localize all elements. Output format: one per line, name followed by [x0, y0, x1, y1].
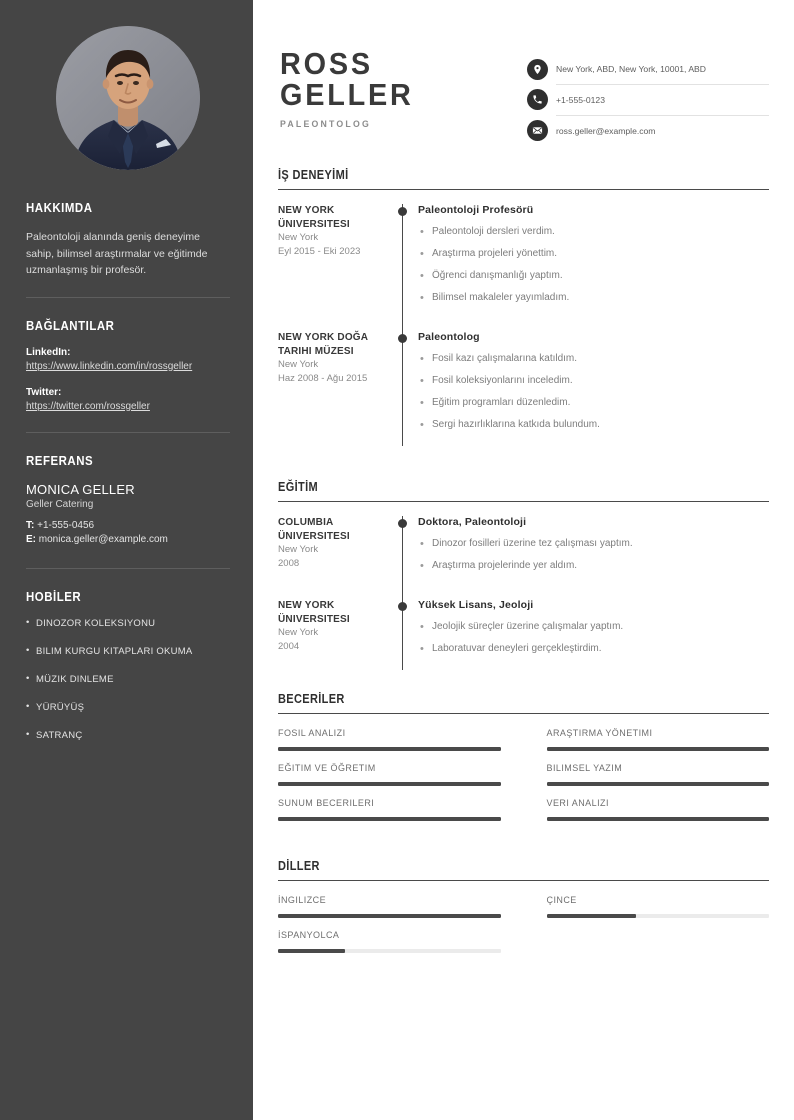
entry-organization: NEW YORK ÜNIVERSITESI: [278, 600, 350, 625]
envelope-icon: [527, 120, 548, 141]
language-bar-track: [547, 914, 770, 918]
about-text: Paleontoloji alanında geniş deneyime sahip, bilimsel araştırmalar ve eğitimde uzmanlaşmış bir profesör.: [26, 231, 208, 276]
education-heading: EĞİTİM: [278, 480, 319, 494]
divider: [26, 297, 230, 298]
skill-bar-fill: [278, 817, 501, 821]
language-bar-track: [278, 914, 501, 918]
about-heading: HAKKIMDA: [26, 200, 93, 215]
entry-body: [414, 516, 769, 599]
skill-bar-track: [547, 782, 770, 786]
language-item: [278, 895, 501, 930]
entry-role: Paleontoloji Profesörü: [418, 204, 534, 216]
skill-label: EĞITIM VE ÖĞRETIM: [278, 763, 376, 773]
skill-bar-track: [278, 747, 501, 751]
reference-company: Geller Catering: [26, 498, 94, 510]
name-block: [278, 48, 424, 130]
language-bar-fill: [547, 914, 636, 918]
contact-list: [527, 54, 769, 146]
language-bar-track: [278, 949, 501, 953]
entry-dates: Haz 2008 - Ağu 2015: [278, 373, 368, 384]
language-item: [278, 930, 501, 965]
skill-label: VERI ANALIZI: [546, 798, 609, 808]
timeline-rail: [390, 516, 414, 599]
entry-meta: [278, 331, 390, 458]
list-item: • Laboratuvar deneyleri gerçekleştirdim.: [418, 642, 769, 656]
hobbies-list: [26, 618, 230, 741]
section-rule: [278, 189, 769, 190]
skill-label: FOSIL ANALIZI: [278, 728, 346, 738]
skill-bar-fill: [547, 782, 770, 786]
list-item: • Bilimsel makaleler yayımladım.: [418, 291, 769, 305]
contact-phone: +1-555-0123: [556, 84, 769, 115]
education-entry: [278, 516, 769, 599]
skills-grid: [278, 728, 769, 833]
entry-role: Doktora, Paleontoloji: [418, 516, 527, 528]
list-item: • Eğitim programları düzenledim.: [418, 396, 769, 410]
entry-organization: NEW YORK ÜNIVERSITESI: [278, 205, 350, 230]
entry-dates: 2008: [278, 558, 300, 569]
reference-phone-label: T:: [26, 519, 35, 531]
link-item-twitter: [26, 387, 230, 414]
about-section: [26, 200, 230, 298]
profile-photo: [56, 26, 200, 170]
link-url-twitter[interactable]: https://twitter.com/rossgeller: [26, 400, 150, 412]
languages-grid: [278, 895, 769, 965]
list-item: • BILIM KURGU KITAPLARI OKUMA: [26, 646, 230, 657]
section-rule: [278, 501, 769, 502]
entry-bullets: [418, 620, 769, 656]
list-item: • Araştırma projelerinde yer aldım.: [418, 559, 769, 573]
skills-heading: BECERİLER: [278, 692, 345, 706]
language-item: [547, 895, 770, 930]
profile-photo-illustration: [56, 26, 200, 170]
reference-email-value: monica.geller@example.com: [38, 534, 168, 545]
language-label: İSPANYOLCA: [278, 930, 340, 940]
list-item: • SATRANÇ: [26, 730, 230, 741]
timeline-dot: [398, 519, 407, 528]
skill-bar-fill: [278, 747, 501, 751]
contact-email: ross.geller@example.com: [556, 115, 769, 146]
list-item: • Paleontoloji dersleri verdim.: [418, 225, 769, 239]
section-rule: [278, 880, 769, 881]
entry-body: [414, 331, 769, 458]
sidebar: [0, 0, 253, 1120]
entry-organization: NEW YORK DOĞA TARIHI MÜZESI: [278, 332, 368, 357]
list-item: • Fosil kazı çalışmalarına katıldım.: [418, 352, 769, 366]
reference-name: MONICA GELLER: [26, 481, 135, 497]
section-rule: [278, 713, 769, 714]
skill-item: [278, 763, 501, 798]
divider: [26, 432, 230, 433]
entry-meta: [278, 599, 390, 682]
skill-label: BILIMSEL YAZIM: [546, 763, 623, 773]
skill-item: [547, 763, 770, 798]
experience-heading: İŞ DENEYİMİ: [278, 168, 349, 182]
skill-item: [278, 798, 501, 833]
link-url-linkedin[interactable]: https://www.linkedin.com/in/rossgeller: [26, 360, 193, 372]
experience-entry: [278, 204, 769, 331]
experience-entry: [278, 331, 769, 458]
list-item: • Öğrenci danışmanlığı yaptım.: [418, 269, 769, 283]
timeline-rail: [390, 204, 414, 331]
list-item: • Jeolojik süreçler üzerine çalışmalar yaptım.: [418, 620, 769, 634]
timeline-dot: [398, 207, 407, 216]
reference-email-label: E:: [26, 534, 36, 545]
entry-meta: [278, 204, 390, 331]
link-label-linkedin: LinkedIn:: [26, 346, 71, 358]
skill-bar-fill: [547, 817, 770, 821]
contact-row-email: [527, 115, 769, 146]
experience-section: [278, 168, 769, 458]
skill-bar-fill: [547, 747, 770, 751]
entry-meta: [278, 516, 390, 599]
skills-section: [278, 692, 769, 833]
list-item: • Fosil koleksiyonlarını inceledim.: [418, 374, 769, 388]
language-label: İNGILIZCE: [278, 895, 327, 905]
reference-section: [26, 453, 230, 569]
links-section: [26, 318, 230, 433]
list-item: • MÜZIK DINLEME: [26, 674, 230, 685]
list-item: • DINOZOR KOLEKSIYONU: [26, 618, 230, 629]
links-heading: BAĞLANTILAR: [26, 317, 115, 333]
contact-row-phone: [527, 84, 769, 115]
phone-icon: [527, 89, 548, 110]
skill-label: SUNUM BECERILERI: [278, 798, 375, 808]
skill-item: [278, 728, 501, 763]
timeline-dot: [398, 602, 407, 611]
reference-phone-row: [26, 519, 230, 534]
job-title: PALEONTOLOG: [280, 119, 371, 130]
language-bar-fill: [278, 914, 501, 918]
entry-body: [414, 599, 769, 682]
education-entry: [278, 599, 769, 682]
avatar: [26, 26, 230, 170]
timeline-line: [402, 516, 403, 599]
entry-dates: Eyl 2015 - Eki 2023: [278, 246, 361, 257]
contact-row-address: [527, 54, 769, 84]
skill-label: ARAŞTIRMA YÖNETIMI: [546, 728, 653, 738]
entry-organization: COLUMBIA ÜNIVERSITESI: [278, 517, 350, 542]
reference-phone-value: +1-555-0456: [37, 519, 95, 531]
link-item-linkedin: [26, 347, 230, 374]
list-item: • YÜRÜYÜŞ: [26, 702, 230, 713]
last-name: GELLER: [280, 77, 414, 112]
skill-bar-track: [547, 747, 770, 751]
entry-location: New York: [278, 359, 319, 370]
entry-bullets: [418, 537, 769, 573]
entry-role: Yüksek Lisans, Jeoloji: [418, 599, 534, 611]
hobbies-section: [26, 589, 230, 741]
skill-bar-track: [547, 817, 770, 821]
timeline-line: [402, 204, 403, 331]
divider: [26, 568, 230, 569]
entry-body: [414, 204, 769, 331]
timeline-line: [402, 331, 403, 446]
reference-heading: REFERANS: [26, 452, 94, 468]
entry-location: New York: [278, 627, 319, 638]
resume-header: [278, 22, 769, 146]
list-item: • Araştırma projeleri yönettim.: [418, 247, 769, 261]
hobbies-heading: HOBİLER: [26, 588, 82, 604]
location-pin-icon: [527, 59, 548, 80]
contact-address: New York, ABD, New York, 10001, ABD: [556, 64, 706, 74]
entry-location: New York: [278, 232, 319, 243]
entry-role: Paleontolog: [418, 331, 480, 343]
first-name: ROSS: [280, 46, 373, 81]
languages-heading: DİLLER: [278, 859, 320, 873]
link-label-twitter: Twitter:: [26, 386, 62, 398]
skill-bar-track: [278, 817, 501, 821]
timeline-dot: [398, 334, 407, 343]
reference-email-row: [26, 533, 230, 548]
skill-item: [547, 798, 770, 833]
entry-dates: 2004: [278, 641, 300, 652]
skill-bar-fill: [278, 782, 501, 786]
skill-item: [547, 728, 770, 763]
entry-bullets: [418, 225, 769, 305]
language-bar-fill: [278, 949, 345, 953]
list-item: • Sergi hazırlıklarına katkıda bulundum.: [418, 418, 769, 432]
entry-bullets: [418, 352, 769, 432]
list-item: • Dinozor fosilleri üzerine tez çalışması yaptım.: [418, 537, 769, 551]
languages-section: [278, 859, 769, 965]
language-label: ÇINCE: [546, 895, 577, 905]
entry-location: New York: [278, 544, 319, 555]
education-section: [278, 480, 769, 682]
skill-bar-track: [278, 782, 501, 786]
timeline-rail: [390, 599, 414, 682]
timeline-rail: [390, 331, 414, 458]
main-content: [253, 0, 794, 1120]
